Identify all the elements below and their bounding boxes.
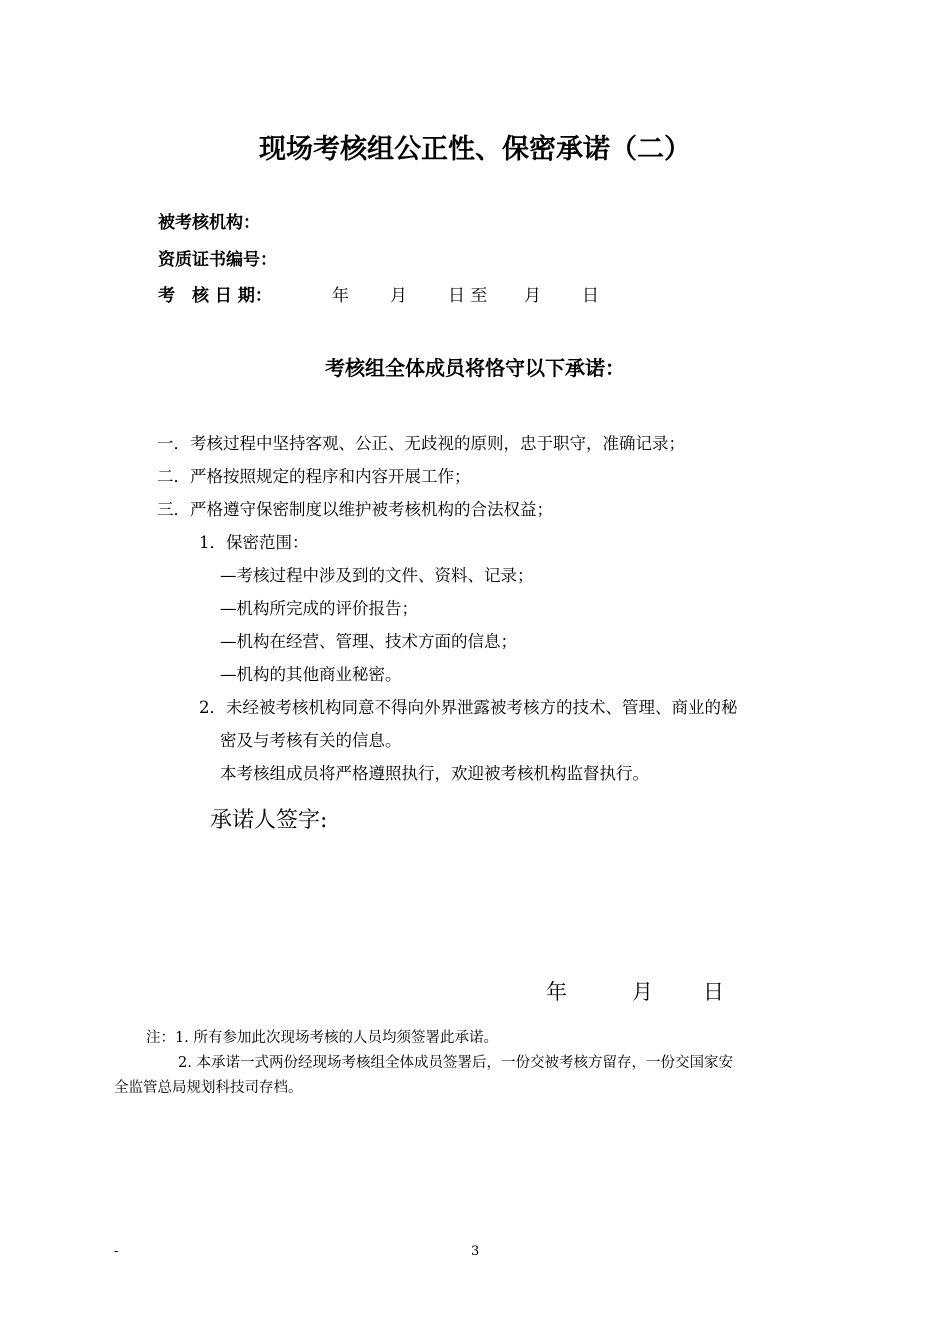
date-month: 月 <box>390 286 407 306</box>
commitment-item-1: 一．考核过程中坚持客观、公正、无歧视的原则，忠于职守，准确记录； <box>157 434 685 453</box>
date-day-to: 日 至 <box>448 286 488 306</box>
signature-day: 日 <box>703 980 724 1004</box>
scope-item: —机构的其他商业秘密。 <box>220 665 402 684</box>
confidential-scope-label: 1．保密范围： <box>199 533 309 552</box>
institution-label: 被考核机构： <box>158 213 260 233</box>
signature-label: 承诺人签字: <box>210 808 328 833</box>
footer-dash: - <box>114 1244 119 1259</box>
note-2: 2. 本承诺一式两份经现场考核组全体成员签署后，一份交被考核方留存，一份交国家安 <box>178 1055 733 1071</box>
date-month-end: 月 <box>524 286 541 306</box>
commitment-item-3: 三．严格遵守保密制度以维护被考核机构的合法权益； <box>157 500 553 519</box>
commitment-heading: 考核组全体成员将恪守以下承诺： <box>325 356 625 380</box>
page-number: 3 <box>471 1244 480 1259</box>
date-day-end: 日 <box>582 286 599 306</box>
scope-item: —考核过程中涉及到的文件、资料、记录； <box>220 566 534 585</box>
page-title: 现场考核组公正性、保密承诺（二） <box>259 134 691 165</box>
assessment-date-label: 考 核 日 期： <box>158 286 272 306</box>
date-year: 年 <box>332 286 349 306</box>
signature-month: 月 <box>632 980 653 1004</box>
confidential-item-2-cont: 密及与考核有关的信息。 <box>220 731 402 750</box>
scope-item: —机构所完成的评价报告； <box>220 599 418 618</box>
commitment-item-2: 二．严格按照规定的程序和内容开展工作； <box>157 467 471 486</box>
signature-year: 年 <box>546 980 567 1004</box>
closing-statement: 本考核组成员将严格遵照执行，欢迎被考核机构监督执行。 <box>220 764 649 783</box>
note-1: 注：1. 所有参加此次现场考核的人员均须签署此承诺。 <box>146 1030 498 1046</box>
certificate-number-label: 资质证书编号： <box>158 250 277 270</box>
confidential-item-2: 2．未经被考核机构同意不得向外界泄露被考核方的技术、管理、商业的秘 <box>199 698 738 717</box>
scope-item: —机构在经营、管理、技术方面的信息； <box>220 632 517 651</box>
note-2-cont: 全监管总局规划科技司存档。 <box>114 1080 303 1096</box>
